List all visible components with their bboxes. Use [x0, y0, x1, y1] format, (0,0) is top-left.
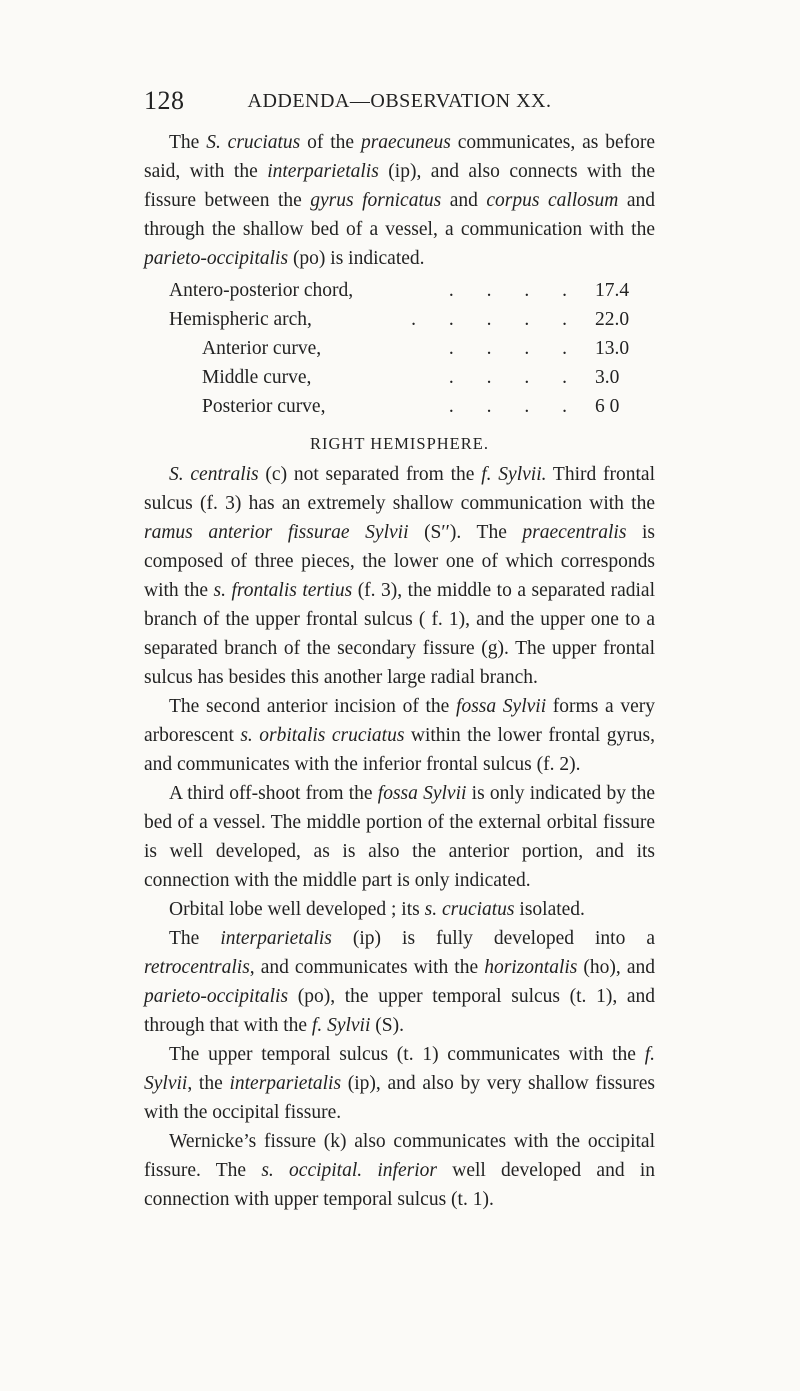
section-heading: RIGHT HEMISPHERE. [310, 434, 489, 453]
measurement-row: Posterior curve, . . . . 6 0 [202, 396, 620, 417]
measurement-row: Hemispheric arch, . . . . . 22.0 [169, 309, 630, 330]
paragraph-temporal: The upper temporal sulcus (t. 1) communicates with the f. Sylvii, the interparietalis (ip), and also by very shallow fissures with the occipital fissure. [144, 1044, 655, 1123]
paragraph-cruciatus: The S. cruciatus of the praecuneus communicates, as before said, with the interparietalis (ip), and also connects with the fissure between the gyrus fornicatus and corpus callosum and through the shallow bed of a vessel, a communication with the parieto-occipitalis (po) is indicated. [144, 132, 656, 269]
paragraph-interparietalis: The interparietalis (ip) is fully developed into a retrocentralis, and communicates with the horizontalis (ho), and parieto-occipitalis (po), the upper temporal sulcus (t. 1), and through that with the f. Sylvii (S). [144, 928, 655, 1036]
measurement-row: Middle curve, . . . . 3.0 [202, 367, 620, 388]
measurements-table [144, 276, 655, 421]
page-number: 128 [144, 86, 185, 115]
running-title: ADDENDA—OBSERVATION XX. [247, 90, 552, 112]
paragraph-offshoot: A third off-shoot from the fossa Sylvii is only indicated by the bed of a vessel. The middle portion of the external orbital fissure is well developed, as is also the anterior portion, and its connection with the middle part is only indicated. [144, 783, 655, 891]
paragraph-orbitalis: The second anterior incision of the fossa Sylvii forms a very arborescent s. orbitalis cruciatus within the lower frontal gyrus, and communicates with the inferior frontal sulcus (f. 2). [144, 696, 655, 775]
measurement-row: Antero-posterior chord, . . . . 17.4 [169, 280, 630, 301]
paragraph-centralis: S. centralis (c) not separated from the f. Sylvii. Third frontal sulcus (f. 3) has an extremely shallow communication with the ramus anterior fissurae Sylvii (S′′). The praecentralis is composed of three pieces, the lower one of which corresponds with the s. frontalis tertius (f. 3), the middle to a separated radial branch of the upper frontal sulcus ( f. 1), and the upper one to a separated branch of the secondary fissure (g). The upper frontal sulcus has besides this another large radial branch. [144, 464, 656, 688]
paragraph-orbital-lobe: Orbital lobe well developed ; its s. cruciatus isolated. [169, 899, 585, 920]
paragraph-wernicke: Wernicke’s fissure (k) also communicates with the occipital fissure. The s. occipital. inferior well developed and in connection with upper temporal sulcus (t. 1). [144, 1131, 656, 1210]
page-header [144, 86, 655, 116]
page-body [144, 128, 655, 1214]
measurement-row: Anterior curve, . . . . 13.0 [202, 338, 630, 359]
